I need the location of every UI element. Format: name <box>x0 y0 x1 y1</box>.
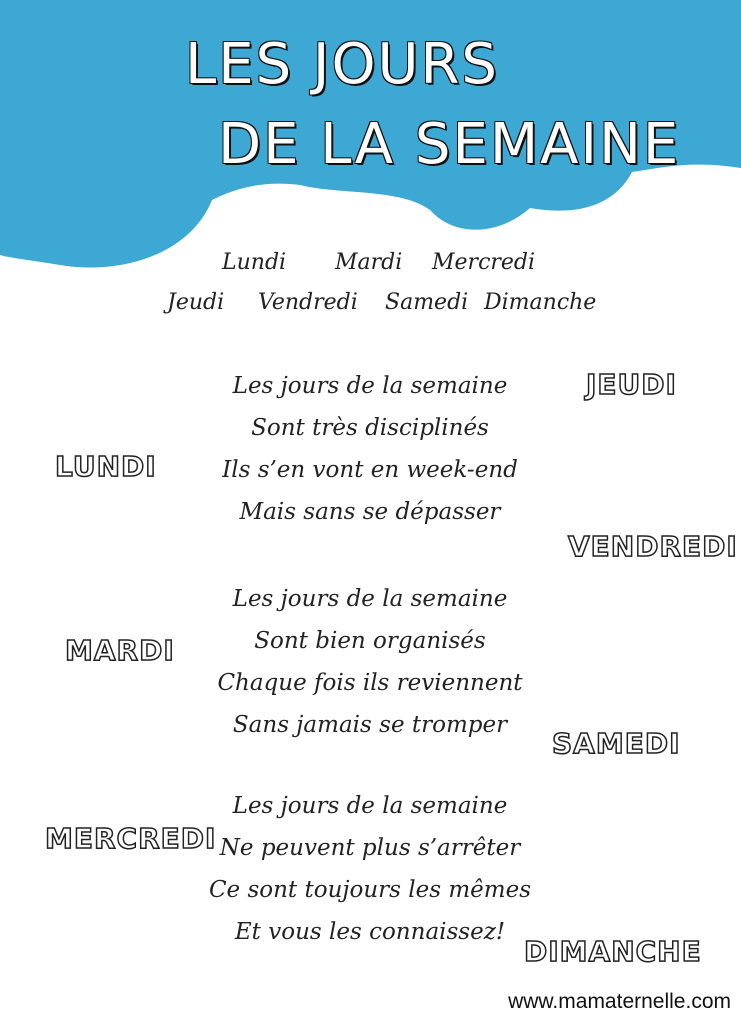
day-dimanche: Dimanche <box>484 290 597 315</box>
outline-word-mercredi: MERCREDI <box>45 822 217 855</box>
verse-line: Et vous les connaissez! <box>234 919 506 945</box>
verse-line: Sans jamais se tromper <box>232 712 508 738</box>
days-list-row-1 <box>0 250 741 280</box>
page-title-line-2: DE LA SEMAINE <box>218 112 681 177</box>
verse-line: Sont bien organisés <box>254 628 486 654</box>
outline-word-samedi: SAMEDI <box>552 727 681 760</box>
outline-word-lundi: LUNDI <box>55 450 157 483</box>
verse-line: Ne peuvent plus s’arrêter <box>219 835 521 861</box>
days-list-row-2 <box>0 290 741 320</box>
verse-line: Les jours de la semaine <box>232 793 508 819</box>
day-jeudi: Jeudi <box>167 290 225 315</box>
verse-line: Sont très disciplinés <box>251 415 489 441</box>
verse-line: Ils s’en vont en week-end <box>222 457 518 483</box>
verse-line: Mais sans se dépasser <box>239 499 501 525</box>
poem-verse-2 <box>200 578 540 746</box>
outline-word-vendredi: VENDREDI <box>568 530 738 563</box>
outline-word-jeudi: JEUDI <box>586 368 677 401</box>
verse-line: Les jours de la semaine <box>232 586 508 612</box>
website-url: www.mamaternelle.com <box>508 990 731 1013</box>
poem-verse-3 <box>200 785 540 953</box>
outline-word-mardi: MARDI <box>65 634 175 667</box>
verse-line: Les jours de la semaine <box>232 373 508 399</box>
day-vendredi: Vendredi <box>258 290 358 315</box>
day-lundi: Lundi <box>222 250 287 275</box>
verse-line: Ce sont toujours les mêmes <box>208 877 532 903</box>
verse-line: Chaque fois ils reviennent <box>217 670 523 696</box>
poem-verse-1 <box>200 365 540 533</box>
day-mardi: Mardi <box>335 250 403 275</box>
day-samedi: Samedi <box>385 290 469 315</box>
outline-word-dimanche: DIMANCHE <box>524 935 702 968</box>
day-mercredi: Mercredi <box>432 250 536 275</box>
page-title-line-1: LES JOURS <box>185 32 499 97</box>
